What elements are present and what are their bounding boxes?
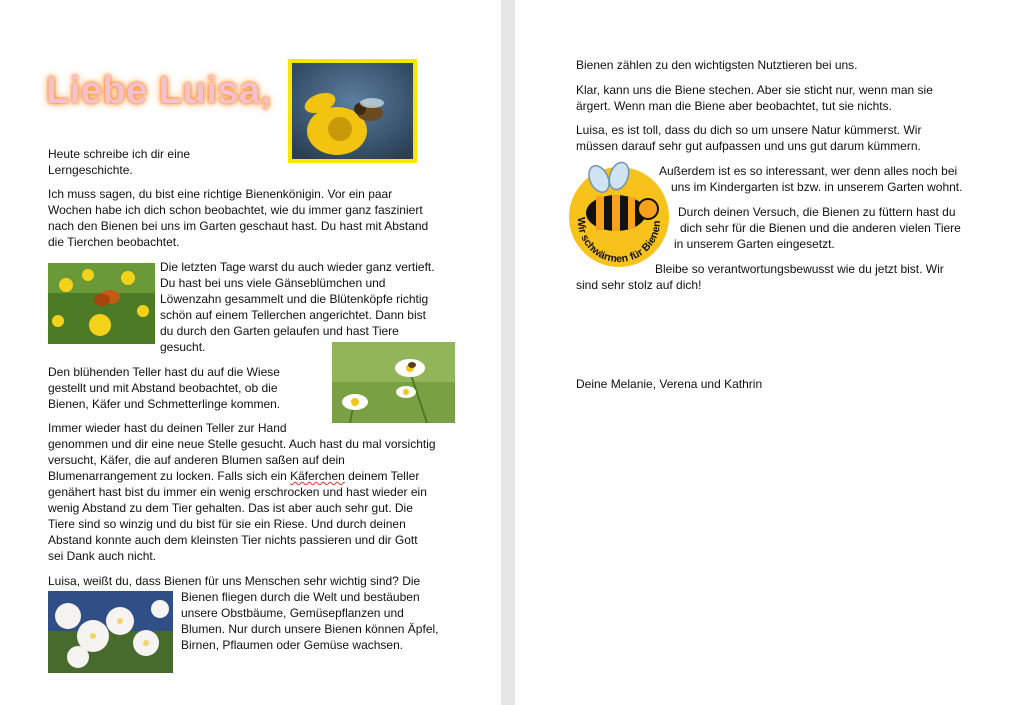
paragraph-bee-queen: Ich muss sagen, du bist eine richtige Bienenkönigin. Vor ein paar Wochen habe ich dich schon beobachtet, wie du immer ganz fasziniert nach den Bienen bei uns im Garten geschaut hast. Du hast mit Abstand die Tierchen beobachtet. [48, 187, 429, 249]
paragraph-kindergarten: Außerdem ist es so interessant, wer denn alles noch bei uns im Kindergarten ist bzw. in unserem Garten wohnt. [659, 164, 963, 194]
bee-on-flower-image [288, 59, 417, 163]
paragraph-plate-on-meadow: Den blühenden Teller hast du auf die Wiese gestellt und mit Abstand beobachtet, ob die Bienen, Käfer und Schmetterlinge kommen. [48, 365, 281, 411]
paragraph-collected-flowers: Die letzten Tage warst du auch wieder ganz vertieft. Du hast bei uns viele Gänseblümchen und Löwenzahn gesammelt und die Blütenköpfe richtig schön auf einem Tellerchen angerichtet. Dann bist du durch den Garten gelaufen und hast Tiere gesucht. [160, 260, 435, 354]
paragraph-nature-care: Luisa, es ist toll, dass du dich so um unsere Natur kümmerst. Wir müssen darauf sehr gut aufpassen und uns gut darum kümmern. [576, 123, 922, 153]
butterfly-dandelion-image [48, 263, 155, 344]
paragraph-stay-responsible: Bleibe so verantwortungsbewusst wie du jetzt bist. Wir sind sehr stolz auf dich! [576, 262, 944, 292]
paragraph-new-spot: Immer wieder hast du deinen Teller zur Hand genommen und dir eine neue Stelle gesucht. Auch hast du mal vorsichtig versucht, Käfer, die auf anderen Blumen saßen auf dein Blumenarrangement zu locken. Falls sich ein Käferchen deinem Teller genähert hast bist du immer ein wenig erschrocken und hast wieder ein wenig Abstand zu dem Tier gehalten. Das ist aber auch sehr gut. Die Tiere sind so winzig und du bist für sie ein Riese. Und durch deinen Abstand konnte auch dem kleinsten Tier nichts passieren und dir Gott sei Dank auch nicht. [48, 421, 436, 563]
intro-paragraph: Heute schreibe ich dir eine Lerngeschichte. [48, 147, 191, 177]
daisy-bee-image [332, 342, 455, 423]
bee-logo-text: Wir schwärmen für Bienen [574, 217, 664, 266]
greeting-heading: Liebe Luisa, [46, 70, 272, 112]
paragraph-bees-pollinate: Bienen fliegen durch die Welt und bestäuben unsere Obstbäume, Gemüsepflanzen und Blumen. Nur durch unsere Bienen können Äpfel, Birnen, Pflaumen oder Gemüse wachsen. [181, 590, 439, 652]
paragraph-bee-sting: Klar, kann uns die Biene stechen. Aber sie sticht nur, wenn man sie ärgert. Wenn man die Biene aber beobachtet, tut sie nichts. [576, 83, 933, 113]
document-page-right [515, 0, 1024, 705]
apple-blossom-image [48, 591, 173, 673]
bee-logo-badge [566, 161, 672, 271]
paragraph-bees-important: Luisa, weißt du, dass Bienen für uns Menschen sehr wichtig sind? Die [48, 574, 421, 588]
paragraph-useful-animals: Bienen zählen zu den wichtigsten Nutztieren bei uns. [576, 58, 858, 72]
paragraph-feeding-bees: Durch deinen Versuch, die Bienen zu füttern hast du dich sehr für die Bienen und die anderen vielen Tiere in unserem Garten eingesetzt. [674, 205, 961, 251]
signature-line: Deine Melanie, Verena und Kathrin [576, 377, 763, 391]
spellcheck-word: Käferchen [290, 469, 345, 483]
document-page-left [0, 0, 501, 705]
